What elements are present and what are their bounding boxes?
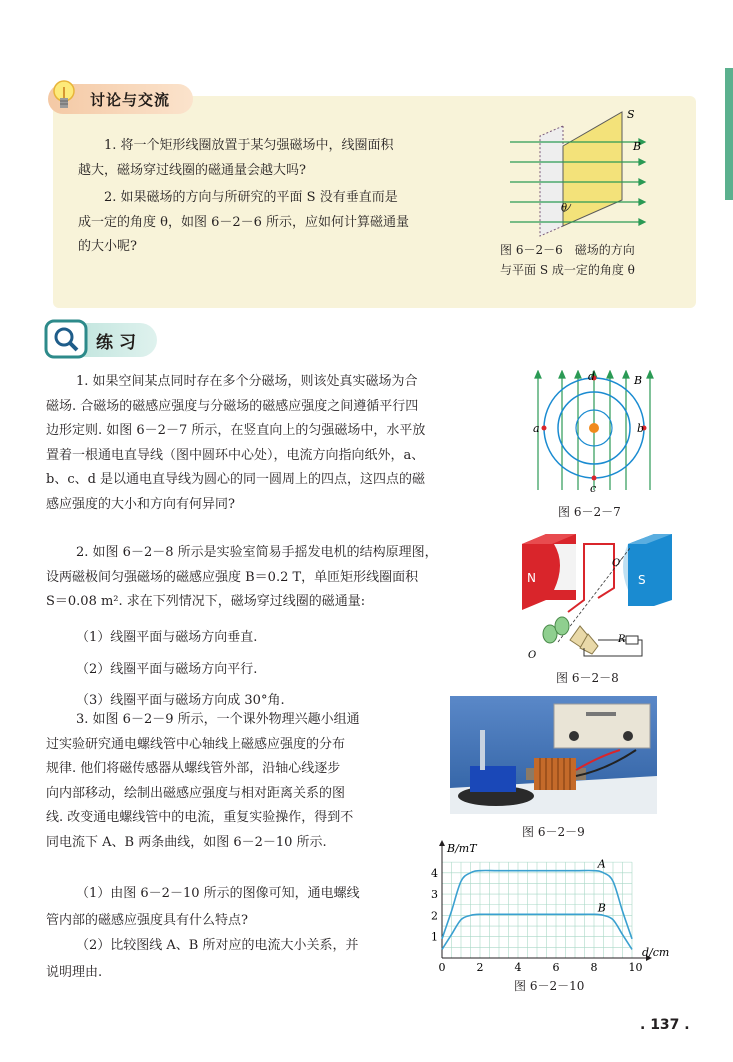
series-label-b: B [597,901,606,915]
figure-6-2-7-caption: 图 6－2－7 [558,505,621,519]
label-a: a [533,422,540,435]
y-tick-label: 4 [431,866,438,880]
label-c: c [590,482,597,495]
label-B-field: B [634,374,643,387]
figure-6-2-8-diagram [518,530,676,662]
label-O-prime: O′ [612,558,623,569]
x-tick-label: 4 [514,961,522,974]
figure-6-2-10-chart [428,838,680,978]
y-axis-arrow [439,840,445,846]
lightbulb-icon [50,78,80,114]
x-tick-label: 8 [590,961,598,974]
magnifier-icon [43,318,89,360]
chapter-side-text [726,206,733,286]
exercise-title: 练习 [96,333,142,353]
figure-6-2-6-diagram [505,104,665,242]
problem-2-items [76,622,496,717]
x-tick-label: 0 [438,961,446,974]
y-tick-label: 2 [431,909,438,923]
label-B: B [633,140,642,153]
page-number: . 137 . [640,1017,690,1033]
label-S: S [627,108,635,121]
problem-2-item-1: （1）线圈平面与磁场方向垂直. [76,630,258,645]
chart-x-axis-label: d/cm [642,946,670,959]
problem-2-item-3: （3）线圈平面与磁场方向成 30°角. [76,693,285,708]
label-d: d [588,370,596,383]
series-label-a: A [597,857,606,871]
figure-6-2-6-caption: 图 6－2－6 磁场的方向 与平面 S 成一定的角度 θ [500,243,635,277]
x-tick-label: 2 [476,961,484,974]
problem-2: 2. 如图 6－2－8 所示是实验室简易手摇发电机的结构原理图， 设两磁极间匀强磁场的磁感应强度 B＝0.2 T，单匝矩形线圈面积 S＝0.08 m². 求在下列情况下，磁场穿过线圈的磁通量: [46,545,438,609]
discussion-title: 讨论与交流 [90,91,171,109]
label-theta: θ [561,203,568,214]
problem-1: 1. 如果空间某点同时存在多个分磁场，则该处真实磁场为合 磁场. 合磁场的磁感应强度与分磁场的磁感应强度之间遵循平行四 边形定则. 如图 6－2－7 所示，在竖直向上的匀强磁场中，水平放 置着一根通电直导线（图中圆环中心处），电流方向指向纸外，a、 b、c、d 是以通电直导线为圆心的同一圆周上的四点，这四点的磁 感应强度的大小和方向有何异同? [46,374,426,512]
y-tick-label: 3 [431,888,438,902]
chart-y-axis-label: B/mT [447,842,477,855]
figure-6-2-9-caption: 图 6－2－9 [522,825,585,839]
problem-3-question-1: （1）由图 6－2－10 所示的图像可知，通电螺线 管内部的磁感应强度具有什么特点? [46,886,360,928]
figure-6-2-9-photo [450,696,657,814]
label-N: N [527,571,536,585]
label-b: b [637,422,645,435]
problem-3-question-2: （2）比较图线 A、B 所对应的电流大小关系，并 说明理由. [46,938,359,980]
x-tick-label: 10 [628,961,643,974]
label-R: R [618,634,626,645]
chapter-side-tab [725,68,733,200]
figure-6-2-10-caption: 图 6－2－10 [514,979,585,993]
problem-3: 3. 如图 6－2－9 所示，一个课外物理兴趣小组通 过实验研究通电螺线管中心轴线上磁感应强度的分布 规律. 他们将磁传感器从螺线管外部，沿轴心线逐步 向内部移动，绘制出磁感应强度与相对距离关系的图 线. 改变通电螺线管中的电流，重复实验操作，得到不 同电流下 A、B 两条曲线，如图 6－2－10 所示. [46,712,360,850]
label-O: O [528,650,537,661]
discussion-question-2: 2. 如果磁场的方向与所研究的平面 S 没有垂直而是 成一定的角度 θ，如图 6－2－6 所示，应如何计算磁通量 的大小呢? [78,190,410,254]
figure-6-2-7-diagram [522,370,662,502]
x-tick-label: 6 [552,961,560,974]
problem-2-item-2: （2）线圈平面与磁场方向平行. [76,661,258,677]
y-tick-label: 1 [431,930,438,944]
label-S-pole: S [638,573,646,587]
discussion-question-1: 1. 将一个矩形线圈放置于某匀强磁场中，线圈面积 越大，磁场穿过线圈的磁通量会越大吗? [78,138,394,178]
figure-6-2-8-caption: 图 6－2－8 [556,671,619,685]
